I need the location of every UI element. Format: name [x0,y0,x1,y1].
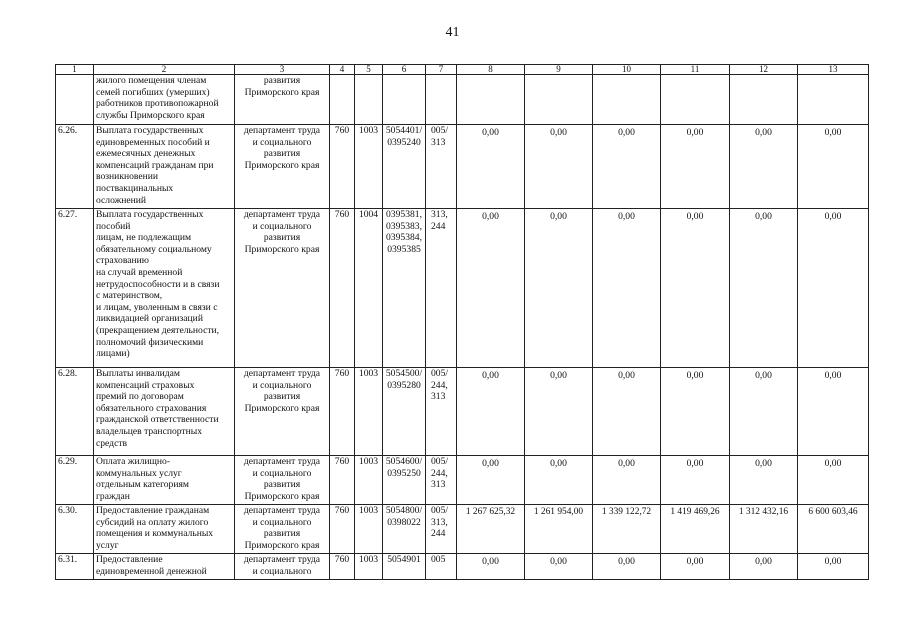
amount-col-9: 1 261 954,00 [525,505,593,554]
page-number: 41 [445,25,460,40]
amount-col-10: 0,00 [593,456,661,505]
row-number: 6.26. [56,125,94,209]
code-expense-type: 005/ 244, 313 [426,368,457,456]
code-grbs: 760 [330,505,355,554]
amount-col-13: 0,00 [798,125,869,209]
amount-col-13: 0,00 [798,209,869,368]
amount-col-10 [593,75,661,125]
code-grbs: 760 [330,554,355,580]
amount-col-11: 0,00 [661,209,730,368]
code-section: 1003 [355,368,383,456]
code-target: 5054500/ 0395280 [383,368,426,456]
header-cell: 4 [330,65,355,75]
code-target [383,75,426,125]
row-number: 6.29. [56,456,94,505]
amount-col-8 [457,75,525,125]
table-row [56,209,869,368]
amount-col-8: 0,00 [457,125,525,209]
amount-col-10: 0,00 [593,209,661,368]
amount-col-13: 6 600 603,46 [798,505,869,554]
amount-col-12: 0,00 [730,456,798,505]
row-number: 6.27. [56,209,94,368]
amount-col-13: 0,00 [798,368,869,456]
table-row [56,456,869,505]
department: департамент труда и социального развития Приморского края [235,125,330,209]
department: развития Приморского края [235,75,330,125]
department: департамент труда и социального развития Приморского края [235,368,330,456]
code-grbs: 760 [330,209,355,368]
code-grbs: 760 [330,456,355,505]
row-number: 6.30. [56,505,94,554]
amount-col-12: 0,00 [730,554,798,580]
amount-col-11: 1 419 469,26 [661,505,730,554]
amount-col-9 [525,75,593,125]
department: департамент труда и социального развития Приморского края [235,456,330,505]
header-row [56,65,869,75]
amount-col-12 [730,75,798,125]
budget-table [55,64,869,580]
code-section [355,75,383,125]
code-target: 5054800/ 0398022 [383,505,426,554]
header-cell: 11 [661,65,730,75]
amount-col-8: 0,00 [457,368,525,456]
code-expense-type: 005/ 244, 313 [426,456,457,505]
amount-col-9: 0,00 [525,456,593,505]
measure-name: Предоставление единовременной денежной [94,554,235,580]
amount-col-11: 0,00 [661,456,730,505]
measure-name: Выплаты инвалидам компенсаций страховых премий по договорам обязательного страхования гражданской ответственности владельцев транспортных средств [94,368,235,456]
code-grbs [330,75,355,125]
code-section: 1004 [355,209,383,368]
code-expense-type: 005 [426,554,457,580]
row-number: 6.28. [56,368,94,456]
amount-col-9: 0,00 [525,209,593,368]
code-target: 5054600/ 0395250 [383,456,426,505]
code-target: 0395381, 0395383, 0395384, 0395385 [383,209,426,368]
table-row [56,125,869,209]
code-target: 5054901 [383,554,426,580]
code-section: 1003 [355,505,383,554]
amount-col-9: 0,00 [525,125,593,209]
measure-name: Выплата государственных пособий лицам, не подлежащим обязательному социальному страхованию на случай временной нетрудоспособности и в связи с материнством, и лицам, уволенным в связи с ликвидацией организаций (прекращением деятельности, полномочий физическими лицами) [94,209,235,368]
header-cell: 6 [383,65,426,75]
code-section: 1003 [355,125,383,209]
amount-col-10: 1 339 122,72 [593,505,661,554]
measure-name: жилого помещения членам семей погибших (умерших) работников противопожарной службы Приморского края [94,75,235,125]
header-cell: 10 [593,65,661,75]
department: департамент труда и социального развития Приморского края [235,505,330,554]
row-number: 6.31. [56,554,94,580]
department: департамент труда и социального развития Приморского края [235,209,330,368]
header-cell: 5 [355,65,383,75]
amount-col-10: 0,00 [593,125,661,209]
amount-col-10: 0,00 [593,554,661,580]
amount-col-13: 0,00 [798,554,869,580]
header-cell: 3 [235,65,330,75]
amount-col-11: 0,00 [661,554,730,580]
amount-col-8: 0,00 [457,456,525,505]
amount-col-13: 0,00 [798,456,869,505]
measure-name: Выплата государственных единовременных пособий и ежемесячных денежных компенсаций гражданам при возникновении поствакцинальных осложнений [94,125,235,209]
amount-col-12: 0,00 [730,368,798,456]
amount-col-9: 0,00 [525,554,593,580]
amount-col-8: 0,00 [457,209,525,368]
code-target: 5054401/ 0395240 [383,125,426,209]
code-section: 1003 [355,456,383,505]
row-number [56,75,94,125]
header-cell: 12 [730,65,798,75]
header-cell: 13 [798,65,869,75]
table-row [56,554,869,580]
code-expense-type: 005/ 313 [426,125,457,209]
amount-col-9: 0,00 [525,368,593,456]
amount-col-8: 0,00 [457,554,525,580]
code-expense-type [426,75,457,125]
amount-col-8: 1 267 625,32 [457,505,525,554]
amount-col-12: 1 312 432,16 [730,505,798,554]
amount-col-11: 0,00 [661,368,730,456]
amount-col-12: 0,00 [730,125,798,209]
code-expense-type: 313, 244 [426,209,457,368]
header-cell: 2 [94,65,235,75]
table-row [56,505,869,554]
table-row [56,75,869,125]
amount-col-11: 0,00 [661,125,730,209]
amount-col-13 [798,75,869,125]
measure-name: Оплата жилищно- коммунальных услуг отдельным категориям граждан [94,456,235,505]
code-section: 1003 [355,554,383,580]
amount-col-11 [661,75,730,125]
amount-col-12: 0,00 [730,209,798,368]
amount-col-10: 0,00 [593,368,661,456]
header-cell: 1 [56,65,94,75]
header-cell: 7 [426,65,457,75]
measure-name: Предоставление гражданам субсидий на оплату жилого помещения и коммунальных услуг [94,505,235,554]
table-row [56,368,869,456]
department: департамент труда и социального [235,554,330,580]
code-grbs: 760 [330,125,355,209]
code-expense-type: 005/ 313, 244 [426,505,457,554]
header-cell: 8 [457,65,525,75]
header-cell: 9 [525,65,593,75]
code-grbs: 760 [330,368,355,456]
